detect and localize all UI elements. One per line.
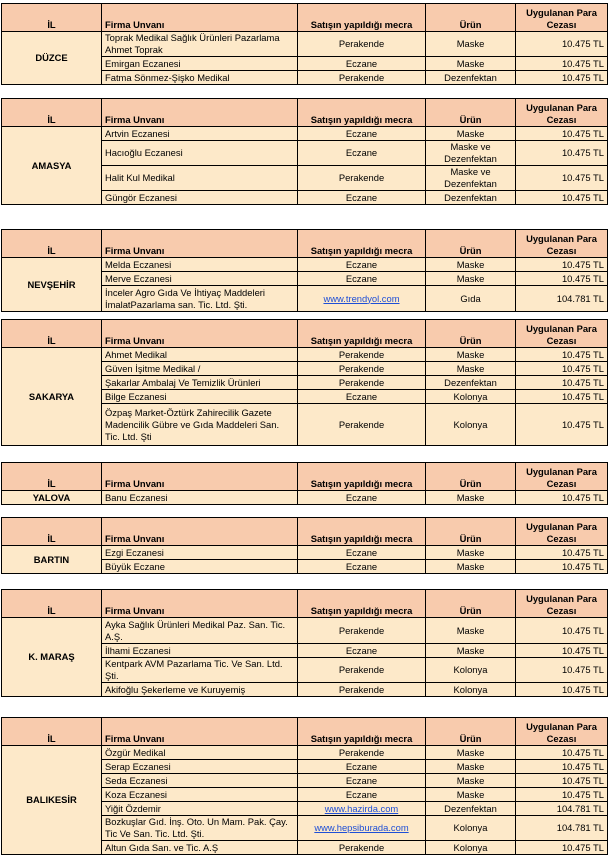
sales-channel: Eczane xyxy=(298,774,426,788)
product: Kolonya xyxy=(426,841,516,855)
product: Maske xyxy=(426,618,516,644)
header-ceza: Uygulanan Para Cezası xyxy=(516,4,608,32)
sales-channel xyxy=(298,802,426,816)
company-name: Banu Eczanesi xyxy=(102,491,298,505)
header-ceza: Uygulanan Para Cezası xyxy=(516,320,608,348)
product: Kolonya xyxy=(426,658,516,683)
sales-channel: Perakende xyxy=(298,348,426,362)
product: Maske xyxy=(426,272,516,286)
fine-amount: 10.475 TL xyxy=(516,658,608,683)
province-table xyxy=(1,462,608,505)
sales-channel: Eczane xyxy=(298,272,426,286)
company-name: Hacıoğlu Eczanesi xyxy=(102,141,298,166)
header-row xyxy=(2,230,608,258)
header-row xyxy=(2,320,608,348)
header-row xyxy=(2,518,608,546)
fine-amount: 10.475 TL xyxy=(516,390,608,404)
header-row xyxy=(2,99,608,127)
company-name: Bilge Eczanesi xyxy=(102,390,298,404)
table-row xyxy=(2,348,608,362)
header-urun: Ürün xyxy=(426,4,516,32)
product: Kolonya xyxy=(426,683,516,697)
table-row xyxy=(2,491,608,505)
fine-amount: 10.475 TL xyxy=(516,272,608,286)
header-ceza: Uygulanan Para Cezası xyxy=(516,230,608,258)
company-name: Merve Eczanesi xyxy=(102,272,298,286)
company-name: Halit Kul Medikal xyxy=(102,166,298,191)
product: Maske xyxy=(426,746,516,760)
table-row xyxy=(2,546,608,560)
header-firma: Firma Unvanı xyxy=(102,4,298,32)
product: Maske xyxy=(426,362,516,376)
header-mecra: Satışın yapıldığı mecra xyxy=(298,463,426,491)
fine-amount: 10.475 TL xyxy=(516,546,608,560)
fine-amount: 10.475 TL xyxy=(516,127,608,141)
fine-amount: 104.781 TL xyxy=(516,816,608,841)
company-name: İlhami Eczanesi xyxy=(102,644,298,658)
company-name: Ayka Sağlık Ürünleri Medikal Paz. San. Tic. A.Ş. xyxy=(102,618,298,644)
sales-channel: Eczane xyxy=(298,258,426,272)
company-name: Koza Eczanesi xyxy=(102,788,298,802)
header-firma: Firma Unvanı xyxy=(102,463,298,491)
header-row xyxy=(2,590,608,618)
company-name: Özgür Medikal xyxy=(102,746,298,760)
header-urun: Ürün xyxy=(426,718,516,746)
header-firma: Firma Unvanı xyxy=(102,230,298,258)
header-ceza: Uygulanan Para Cezası xyxy=(516,718,608,746)
fine-amount: 104.781 TL xyxy=(516,286,608,312)
sales-channel: Perakende xyxy=(298,746,426,760)
header-firma: Firma Unvanı xyxy=(102,590,298,618)
fine-amount: 10.475 TL xyxy=(516,788,608,802)
province-table xyxy=(1,589,608,697)
header-mecra: Satışın yapıldığı mecra xyxy=(298,320,426,348)
fine-amount: 10.475 TL xyxy=(516,348,608,362)
sales-channel: Eczane xyxy=(298,191,426,205)
company-name: Melda Eczanesi xyxy=(102,258,298,272)
table-row xyxy=(2,127,608,141)
header-il: İL xyxy=(2,518,102,546)
sales-channel: Perakende xyxy=(298,683,426,697)
company-name: Güven İşitme Medikal / xyxy=(102,362,298,376)
fine-amount: 10.475 TL xyxy=(516,683,608,697)
fine-amount: 10.475 TL xyxy=(516,841,608,855)
header-urun: Ürün xyxy=(426,463,516,491)
fine-amount: 10.475 TL xyxy=(516,774,608,788)
sales-channel: Eczane xyxy=(298,141,426,166)
fine-amount: 10.475 TL xyxy=(516,258,608,272)
sales-channel: Perakende xyxy=(298,362,426,376)
header-urun: Ürün xyxy=(426,320,516,348)
fine-amount: 10.475 TL xyxy=(516,71,608,85)
header-ceza: Uygulanan Para Cezası xyxy=(516,463,608,491)
company-name: Toprak Medikal Sağlık Ürünleri Pazarlama Ahmet Toprak xyxy=(102,32,298,57)
province-table xyxy=(1,3,608,85)
fine-amount: 10.475 TL xyxy=(516,141,608,166)
header-urun: Ürün xyxy=(426,99,516,127)
company-name: Altun Gıda San. ve Tic. A.Ş xyxy=(102,841,298,855)
sales-channel xyxy=(298,816,426,841)
company-name: Kentpark AVM Pazarlama Tic. Ve San. Ltd. Şti. xyxy=(102,658,298,683)
header-il: İL xyxy=(2,463,102,491)
company-name: Seda Eczanesi xyxy=(102,774,298,788)
sales-channel: Eczane xyxy=(298,491,426,505)
company-name: İnceler Agro Gıda Ve İhtiyaç Maddeleri İmalatPazarlama san. Tic. Ltd. Şti. xyxy=(102,286,298,312)
company-name: Ezgi Eczanesi xyxy=(102,546,298,560)
product: Maske ve Dezenfektan xyxy=(426,141,516,166)
sales-channel: Perakende xyxy=(298,376,426,390)
company-name: Yiğit Özdemir xyxy=(102,802,298,816)
sales-channel-link[interactable]: www.trendyol.com xyxy=(323,292,400,304)
header-firma: Firma Unvanı xyxy=(102,518,298,546)
company-name: Ahmet Medikal xyxy=(102,348,298,362)
company-name: Güngör Eczanesi xyxy=(102,191,298,205)
fine-amount: 10.475 TL xyxy=(516,404,608,446)
sales-channel: Eczane xyxy=(298,127,426,141)
fine-amount: 10.475 TL xyxy=(516,491,608,505)
company-name: Büyük Eczane xyxy=(102,560,298,574)
company-name: Özpaş Market-Öztürk Zahirecilik Gazete Madencilik Gübre ve Gıda Maddeleri San. Tic. Ltd. Şti xyxy=(102,404,298,446)
product: Kolonya xyxy=(426,390,516,404)
product: Maske xyxy=(426,546,516,560)
sales-channel-link[interactable]: www.hazirda.com xyxy=(324,802,399,814)
product: Maske xyxy=(426,644,516,658)
sales-channel: Perakende xyxy=(298,166,426,191)
header-mecra: Satışın yapıldığı mecra xyxy=(298,718,426,746)
product: Kolonya xyxy=(426,816,516,841)
header-firma: Firma Unvanı xyxy=(102,320,298,348)
fine-amount: 10.475 TL xyxy=(516,57,608,71)
sales-channel: Perakende xyxy=(298,404,426,446)
header-il: İL xyxy=(2,590,102,618)
product: Maske xyxy=(426,491,516,505)
province-table xyxy=(1,319,608,446)
product: Dezenfektan xyxy=(426,71,516,85)
sales-channel: Eczane xyxy=(298,788,426,802)
header-row xyxy=(2,463,608,491)
province-table xyxy=(1,98,608,205)
header-urun: Ürün xyxy=(426,230,516,258)
header-mecra: Satışın yapıldığı mecra xyxy=(298,4,426,32)
sales-channel: Perakende xyxy=(298,841,426,855)
fine-amount: 10.475 TL xyxy=(516,191,608,205)
product: Maske xyxy=(426,788,516,802)
sales-channel: Perakende xyxy=(298,71,426,85)
header-urun: Ürün xyxy=(426,590,516,618)
company-name: Artvin Eczanesi xyxy=(102,127,298,141)
header-ceza: Uygulanan Para Cezası xyxy=(516,518,608,546)
province-table xyxy=(1,717,608,855)
table-row xyxy=(2,746,608,760)
sales-channel-link[interactable]: www.hepsiburada.com xyxy=(314,822,409,833)
header-il: İL xyxy=(2,99,102,127)
sales-channel: Perakende xyxy=(298,658,426,683)
product: Maske xyxy=(426,760,516,774)
fine-amount: 10.475 TL xyxy=(516,746,608,760)
sales-channel: Eczane xyxy=(298,390,426,404)
company-name: Bozkuşlar Gıd. İnş. Oto. Un Mam. Pak. Çay. Tic Ve San. Tic. Ltd. Şti. xyxy=(102,816,298,841)
fine-amount: 10.475 TL xyxy=(516,644,608,658)
product: Maske xyxy=(426,348,516,362)
province-name: YALOVA xyxy=(2,491,102,505)
fine-amount: 10.475 TL xyxy=(516,32,608,57)
product: Maske xyxy=(426,127,516,141)
fine-amount: 10.475 TL xyxy=(516,618,608,644)
header-urun: Ürün xyxy=(426,518,516,546)
province-table xyxy=(1,229,608,312)
province-name: K. MARAŞ xyxy=(2,618,102,697)
product: Maske xyxy=(426,32,516,57)
sales-channel: Perakende xyxy=(298,618,426,644)
header-mecra: Satışın yapıldığı mecra xyxy=(298,230,426,258)
product: Dezenfektan xyxy=(426,376,516,390)
product: Gıda xyxy=(426,286,516,312)
fine-amount: 104.781 TL xyxy=(516,802,608,816)
header-il: İL xyxy=(2,230,102,258)
sales-channel: Eczane xyxy=(298,57,426,71)
company-name: Akifoğlu Şekerleme ve Kuruyemiş xyxy=(102,683,298,697)
product: Maske xyxy=(426,258,516,272)
company-name: Şakarlar Ambalaj Ve Temizlik Ürünleri xyxy=(102,376,298,390)
company-name: Fatma Sönmez-Şişko Medikal xyxy=(102,71,298,85)
province-name: SAKARYA xyxy=(2,348,102,446)
product: Maske xyxy=(426,774,516,788)
table-row xyxy=(2,32,608,57)
sales-channel: Perakende xyxy=(298,32,426,57)
product: Maske xyxy=(426,57,516,71)
header-ceza: Uygulanan Para Cezası xyxy=(516,99,608,127)
header-il: İL xyxy=(2,4,102,32)
header-row xyxy=(2,718,608,746)
header-firma: Firma Unvanı xyxy=(102,99,298,127)
product: Dezenfektan xyxy=(426,191,516,205)
company-name: Serap Eczanesi xyxy=(102,760,298,774)
fine-amount: 10.475 TL xyxy=(516,166,608,191)
header-il: İL xyxy=(2,718,102,746)
sales-channel: Eczane xyxy=(298,560,426,574)
province-name: BALIKESİR xyxy=(2,746,102,855)
company-name: Emirgan Eczanesi xyxy=(102,57,298,71)
header-mecra: Satışın yapıldığı mecra xyxy=(298,590,426,618)
sales-channel: Eczane xyxy=(298,644,426,658)
fine-amount: 10.475 TL xyxy=(516,760,608,774)
header-ceza: Uygulanan Para Cezası xyxy=(516,590,608,618)
sales-channel xyxy=(298,286,426,312)
product: Maske xyxy=(426,560,516,574)
header-mecra: Satışın yapıldığı mecra xyxy=(298,518,426,546)
product: Dezenfektan xyxy=(426,802,516,816)
province-name: AMASYA xyxy=(2,127,102,205)
province-table xyxy=(1,517,608,574)
province-name: DÜZCE xyxy=(2,32,102,85)
header-mecra: Satışın yapıldığı mecra xyxy=(298,99,426,127)
product: Maske ve Dezenfektan xyxy=(426,166,516,191)
product: Kolonya xyxy=(426,404,516,446)
header-firma: Firma Unvanı xyxy=(102,718,298,746)
table-row xyxy=(2,618,608,644)
sales-channel: Eczane xyxy=(298,760,426,774)
fine-amount: 10.475 TL xyxy=(516,362,608,376)
header-row xyxy=(2,4,608,32)
fine-amount: 10.475 TL xyxy=(516,376,608,390)
sales-channel: Eczane xyxy=(298,546,426,560)
header-il: İL xyxy=(2,320,102,348)
table-row xyxy=(2,258,608,272)
province-name: NEVŞEHİR xyxy=(2,258,102,312)
province-name: BARTIN xyxy=(2,546,102,574)
fine-amount: 10.475 TL xyxy=(516,560,608,574)
